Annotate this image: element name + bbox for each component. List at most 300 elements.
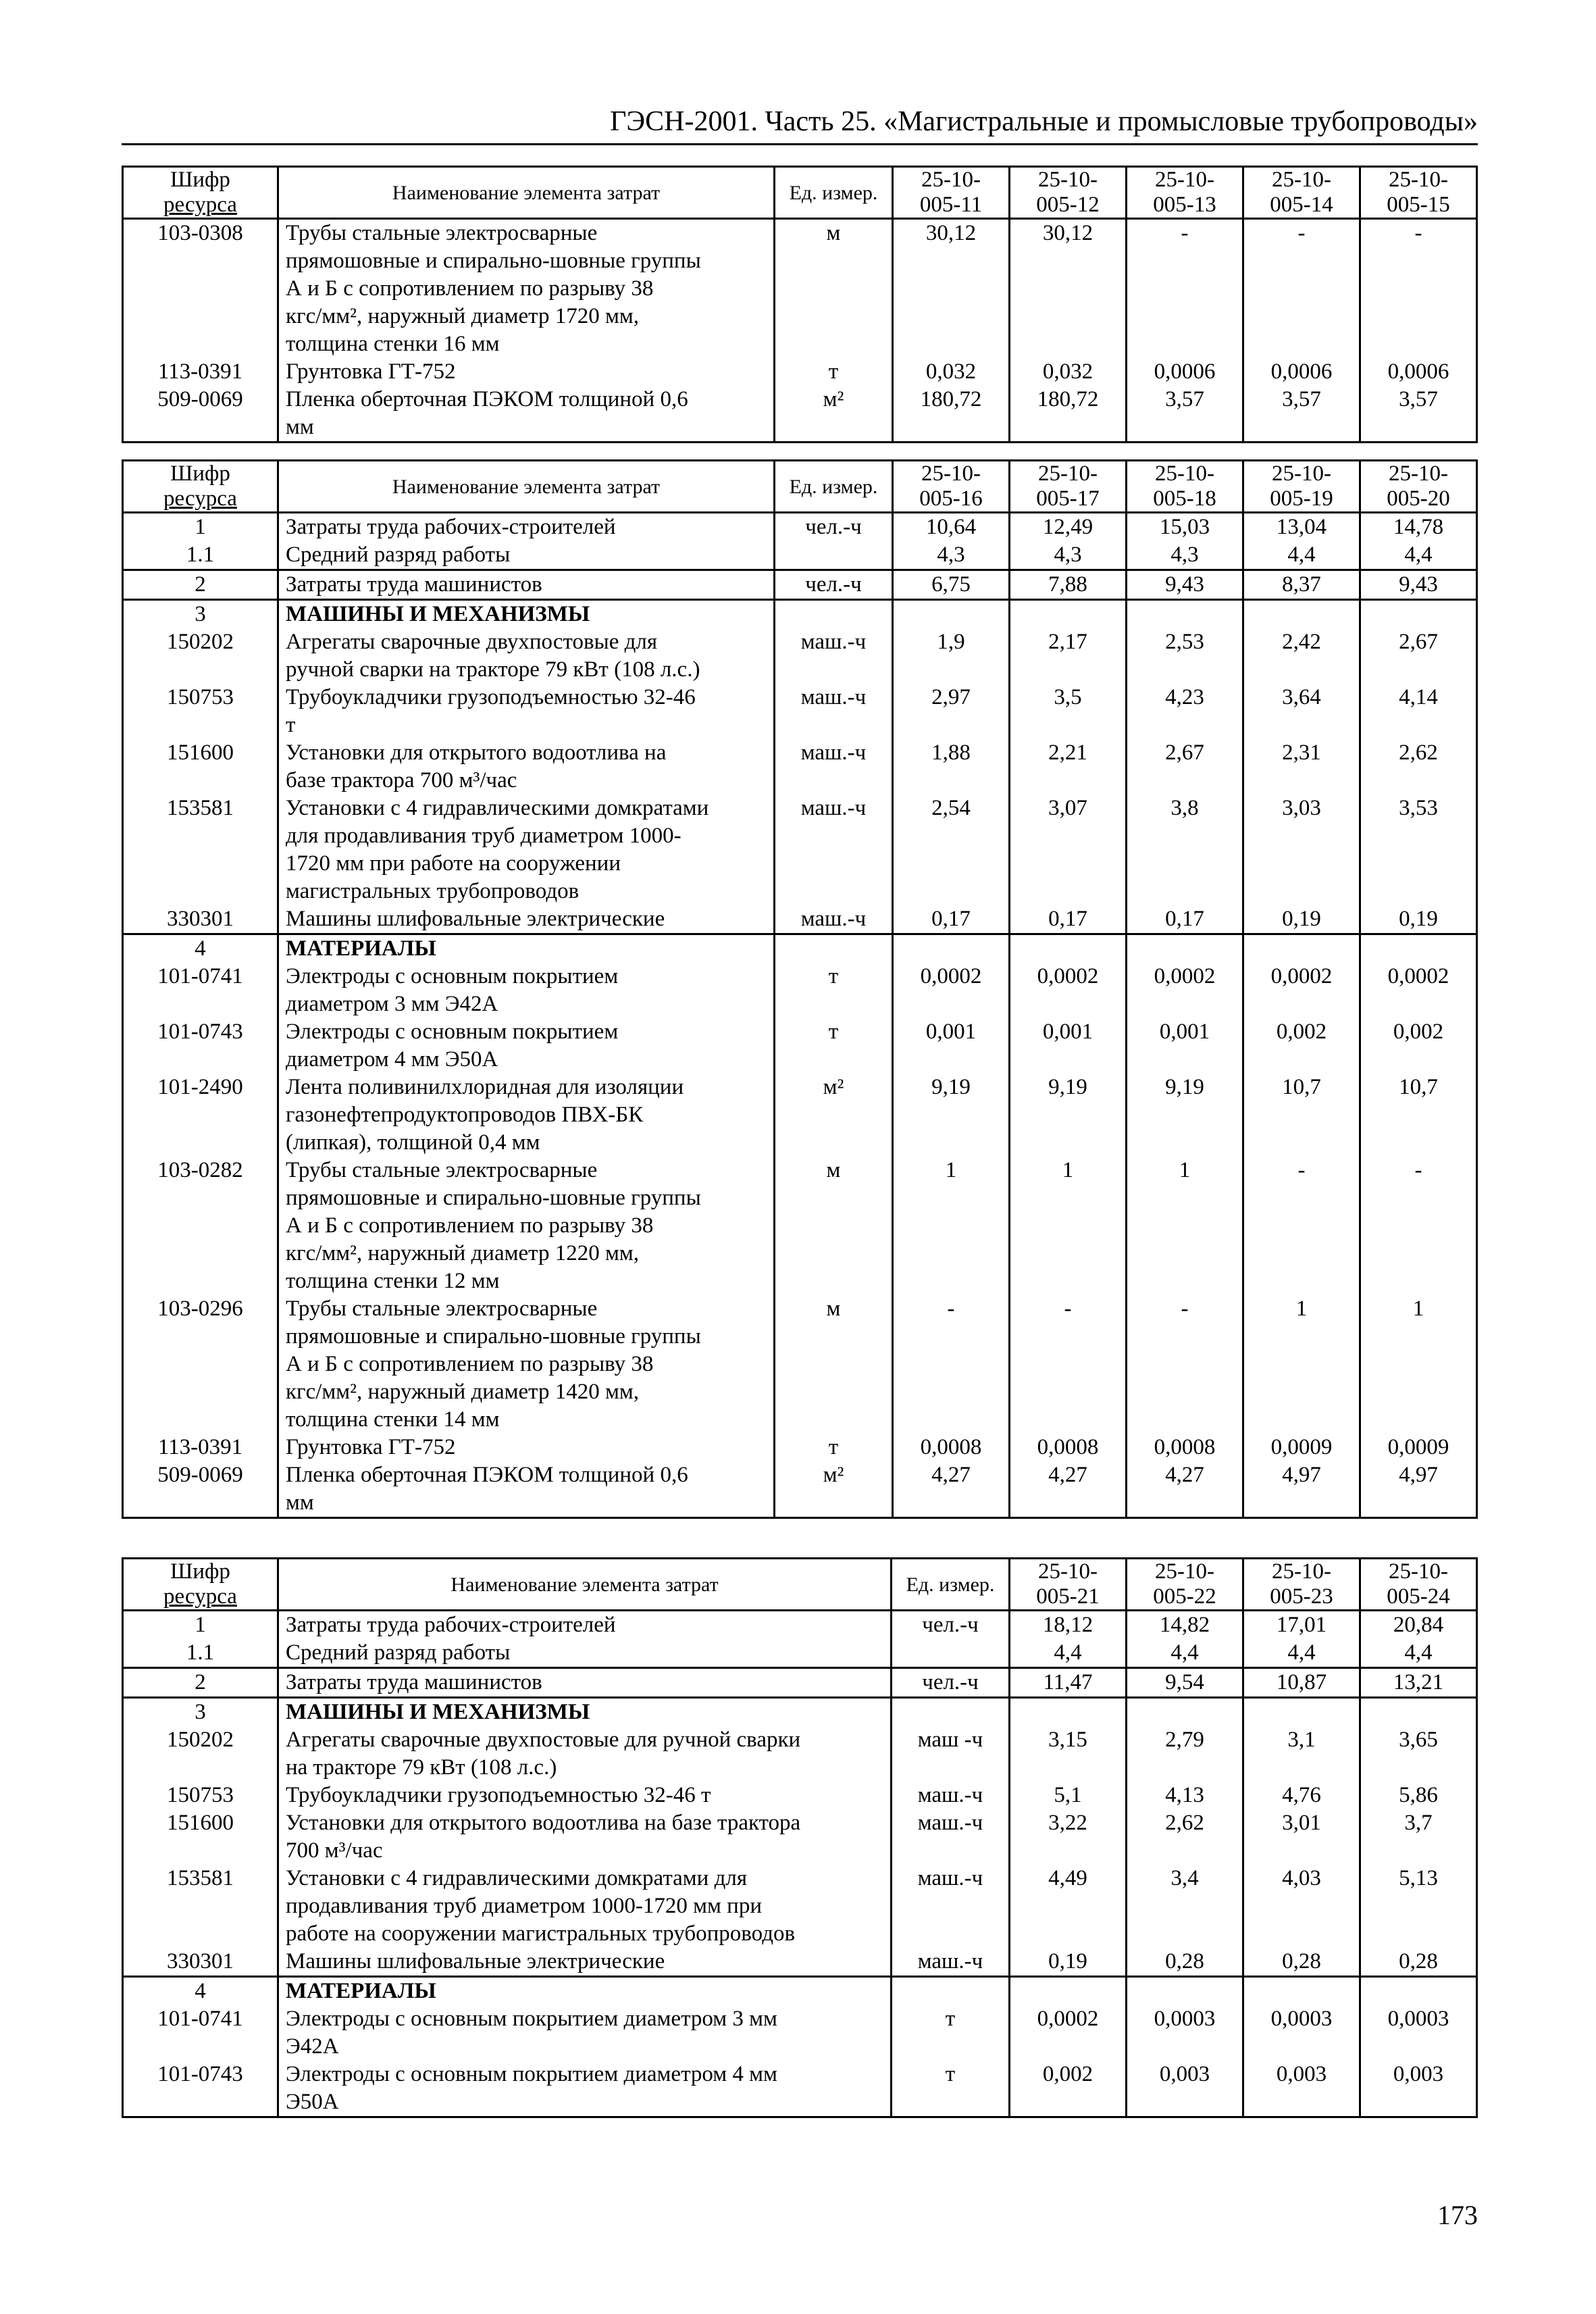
resource-table-3 (122, 1557, 1478, 2118)
header-resource-code (123, 167, 278, 219)
resource-code: 101-0743 (123, 1018, 278, 1074)
norm-value: 4,14 (1360, 684, 1477, 739)
norm-value: 11,47 (1010, 1668, 1127, 1698)
text-line: Трубоукладчики грузоподъемностью 32-46 т (286, 1783, 711, 1807)
text-line: Грунтовка ГТ-752 (286, 359, 456, 384)
norm-value: 4,97 (1243, 1461, 1360, 1518)
header-norm-code (1360, 167, 1477, 219)
norm-value: 1,88 (893, 739, 1010, 795)
text-line: 25-10- (921, 168, 981, 192)
header-norm-code (893, 461, 1010, 513)
norm-value: 6,75 (893, 570, 1010, 600)
header-rule (122, 143, 1478, 145)
table-row (123, 934, 1477, 963)
unit-of-measure: т (892, 2061, 1010, 2117)
text-line: Установки с 4 гидравлическими домкратами (286, 796, 709, 820)
cost-element-name (278, 1698, 892, 1727)
resource-code: 103-0308 (123, 219, 278, 359)
norm-value: 0,17 (1010, 905, 1127, 934)
cost-element-name (278, 1809, 892, 1865)
text-line: 005-24 (1387, 1584, 1450, 1609)
norm-value: 13,04 (1243, 513, 1360, 542)
cost-element-name (278, 934, 775, 963)
unit-of-measure: маш.-ч (775, 628, 893, 684)
norm-value: 4,76 (1243, 1782, 1360, 1809)
text-line: Затраты труда машинистов (286, 572, 542, 597)
norm-value: 4,03 (1243, 1865, 1360, 1948)
norm-value: 0,002 (1243, 1018, 1360, 1074)
norm-value: 10,87 (1243, 1668, 1360, 1698)
cost-element-name (278, 628, 775, 684)
resource-code: 150202 (123, 1726, 278, 1782)
norm-value: 2,21 (1010, 739, 1127, 795)
resource-code: 4 (123, 934, 278, 963)
resource-code: 509-0069 (123, 386, 278, 443)
norm-value: 0,0008 (1010, 1434, 1127, 1461)
cost-element-name (278, 2061, 892, 2117)
text-line: работе на сооружении магистральных трубопроводов (286, 1921, 796, 1946)
cost-element-name (278, 684, 775, 739)
text-line: Машины шлифовальные электрические (286, 907, 665, 931)
norm-value: 10,7 (1243, 1074, 1360, 1157)
text-line: Лента поливинилхлоридная для изоляции (286, 1075, 684, 1099)
norm-value: 0,0002 (1243, 963, 1360, 1018)
table-row (123, 513, 1477, 542)
cost-element-name (278, 1948, 892, 1977)
norm-value: 4,27 (893, 1461, 1010, 1518)
text-line: Пленка оберточная ПЭКОМ толщиной 0,6 (286, 1463, 688, 1487)
norm-value (1127, 1977, 1243, 2006)
header-norm-code (1360, 1559, 1477, 1611)
text-line: А и Б с сопротивлением по разрыву 38 (286, 276, 654, 301)
norm-value: 1 (893, 1157, 1010, 1295)
norm-value: 2,79 (1127, 1726, 1243, 1782)
cost-element-name (278, 570, 775, 600)
norm-value: 14,78 (1360, 513, 1477, 542)
unit-of-measure (775, 934, 893, 963)
cost-element-name (278, 1461, 775, 1518)
norm-value: 5,13 (1360, 1865, 1477, 1948)
cost-element-name (278, 1611, 892, 1640)
cost-element-name (278, 1726, 892, 1782)
norm-value: 0,0002 (893, 963, 1010, 1018)
norm-value: - (1127, 219, 1243, 359)
unit-of-measure (892, 1698, 1010, 1727)
text-line: кгс/мм², наружный диаметр 1720 мм, (286, 304, 639, 328)
norm-value (1360, 1977, 1477, 2006)
text-line: толщина стенки 12 мм (286, 1269, 500, 1293)
norm-value: 0,28 (1243, 1948, 1360, 1977)
text-line: кгс/мм², наружный диаметр 1420 мм, (286, 1380, 639, 1404)
norm-value: 0,19 (1360, 905, 1477, 934)
cost-element-name (278, 541, 775, 570)
text-line: продавливания труб диаметром 1000-1720 мм при (286, 1894, 762, 1918)
resource-code: 113-0391 (123, 1434, 278, 1461)
header-norm-code (1243, 1559, 1360, 1611)
table-row (123, 1726, 1477, 1782)
text-line: 25-10- (1038, 461, 1098, 486)
table-row (123, 1977, 1477, 2006)
header-norm-code (1010, 461, 1127, 513)
norm-value: 3,07 (1010, 795, 1127, 905)
norm-value (1243, 1698, 1360, 1727)
text-line: Э42А (286, 2034, 339, 2059)
norm-value: 3,1 (1243, 1726, 1360, 1782)
resource-code: 4 (123, 1977, 278, 2006)
norm-value: 2,97 (893, 684, 1010, 739)
norm-value: 18,12 (1010, 1611, 1127, 1640)
text-line: толщина стенки 16 мм (286, 332, 500, 356)
norm-value: 3,64 (1243, 684, 1360, 739)
cost-element-name (278, 1782, 892, 1809)
table-row (123, 963, 1477, 1018)
text-line: 005-22 (1153, 1584, 1216, 1609)
text-line: 005-23 (1270, 1584, 1333, 1609)
norm-value: 12,49 (1010, 513, 1127, 542)
unit-of-measure: маш.-ч (775, 905, 893, 934)
unit-of-measure: маш.-ч (775, 795, 893, 905)
norm-value: 0,001 (893, 1018, 1010, 1074)
resource-code: 1 (123, 513, 278, 542)
norm-value: 0,28 (1127, 1948, 1243, 1977)
unit-of-measure: м (775, 1157, 893, 1295)
header-cost-element-name: Наименование элемента затрат (278, 461, 775, 513)
norm-value (1360, 934, 1477, 963)
unit-of-measure: т (775, 1434, 893, 1461)
table-header-row (123, 167, 1477, 219)
norm-value: 0,17 (1127, 905, 1243, 934)
text-line: МАТЕРИАЛЫ (286, 936, 436, 961)
norm-value: 9,19 (1127, 1074, 1243, 1157)
text-line: 25-10- (1038, 168, 1098, 192)
table-row (123, 358, 1477, 386)
text-line: Затраты труда рабочих-строителей (286, 1613, 616, 1637)
text-line: 005-11 (919, 193, 983, 217)
text-line: мм (286, 415, 314, 439)
header-unit: Ед. измер. (892, 1559, 1010, 1611)
header-norm-code (1360, 461, 1477, 513)
norm-value: 3,57 (1360, 386, 1477, 443)
header-resource-code (123, 1559, 278, 1611)
text-line: МАТЕРИАЛЫ (286, 1979, 436, 2003)
norm-value: 9,54 (1127, 1668, 1243, 1698)
resource-code: 2 (123, 570, 278, 600)
text-line: 25-10- (1155, 168, 1214, 192)
cost-element-name (278, 600, 775, 629)
norm-value: 2,17 (1010, 628, 1127, 684)
header-norm-code (1243, 167, 1360, 219)
table-row (123, 541, 1477, 570)
norm-value: 3,57 (1243, 386, 1360, 443)
cost-element-name (278, 1295, 775, 1434)
norm-value: 15,03 (1127, 513, 1243, 542)
norm-value: 2,67 (1360, 628, 1477, 684)
unit-of-measure (892, 1639, 1010, 1668)
table-row (123, 795, 1477, 905)
norm-value: 13,21 (1360, 1668, 1477, 1698)
text-line: 005-13 (1153, 193, 1216, 217)
norm-value: 4,4 (1127, 1639, 1243, 1668)
cost-element-name (278, 1018, 775, 1074)
norm-value: 9,43 (1127, 570, 1243, 600)
norm-value: 20,84 (1360, 1611, 1477, 1640)
text-line: ресурса (163, 193, 237, 217)
norm-value: - (1360, 1157, 1477, 1295)
header-unit: Ед. измер. (775, 461, 893, 513)
norm-value: 0,032 (893, 358, 1010, 386)
resource-table-2 (122, 459, 1478, 1519)
text-line: 005-21 (1036, 1584, 1100, 1609)
unit-of-measure (775, 541, 893, 570)
header-norm-code (893, 167, 1010, 219)
unit-of-measure: м² (775, 386, 893, 443)
header-norm-code (1010, 167, 1127, 219)
norm-value: 0,001 (1127, 1018, 1243, 1074)
text-line: 005-16 (919, 486, 983, 511)
text-line: Трубы стальные электросварные (286, 1158, 598, 1182)
text-line: т (286, 713, 296, 737)
header-cost-element-name: Наименование элемента затрат (278, 1559, 892, 1611)
norm-value: 4,4 (1243, 541, 1360, 570)
text-line: Установки с 4 гидравлическими домкратами для (286, 1866, 748, 1890)
text-line: магистральных трубопроводов (286, 879, 580, 903)
norm-value (1360, 1698, 1477, 1727)
cost-element-name (278, 386, 775, 443)
text-line: МАШИНЫ И МЕХАНИЗМЫ (286, 602, 590, 626)
text-line: Трубы стальные электросварные (286, 1297, 598, 1321)
norm-value: 3,5 (1010, 684, 1127, 739)
cost-element-name (278, 1157, 775, 1295)
unit-of-measure: маш -ч (892, 1726, 1010, 1782)
text-line: Трубоукладчики грузоподъемностью 32-46 (286, 685, 696, 709)
table-row (123, 1018, 1477, 1074)
text-line: 25-10- (1155, 461, 1214, 486)
header-norm-code (1243, 461, 1360, 513)
text-line: А и Б с сопротивлением по разрыву 38 (286, 1352, 654, 1376)
text-line: толщина стенки 14 мм (286, 1407, 500, 1432)
norm-value: 3,8 (1127, 795, 1243, 905)
text-line: кгс/мм², наружный диаметр 1220 мм, (286, 1241, 639, 1265)
unit-of-measure (892, 1977, 1010, 2006)
norm-value (1243, 934, 1360, 963)
norm-value: 1 (1127, 1157, 1243, 1295)
unit-of-measure: т (775, 358, 893, 386)
table-row (123, 1611, 1477, 1640)
text-line: Средний разряд работы (286, 1640, 511, 1665)
norm-value: 0,0006 (1127, 358, 1243, 386)
norm-value: 0,0008 (1127, 1434, 1243, 1461)
cost-element-name (278, 905, 775, 934)
norm-value: 0,19 (1243, 905, 1360, 934)
norm-value: 0,0003 (1360, 2005, 1477, 2061)
text-line: 25-10- (1272, 1559, 1331, 1584)
text-line: Грунтовка ГТ-752 (286, 1435, 456, 1459)
norm-value: 3,65 (1360, 1726, 1477, 1782)
norm-value: 0,003 (1127, 2061, 1243, 2117)
resource-code: 103-0282 (123, 1157, 278, 1295)
text-line: Шифр (170, 1559, 230, 1584)
text-line: Затраты труда машинистов (286, 1670, 542, 1694)
text-line: 1720 мм при работе на сооружении (286, 851, 621, 876)
text-line: Затраты труда рабочих-строителей (286, 515, 616, 539)
cost-element-name (278, 513, 775, 542)
resource-code: 330301 (123, 1948, 278, 1977)
resource-code: 101-2490 (123, 1074, 278, 1157)
table-header-row (123, 1559, 1477, 1611)
table-row (123, 219, 1477, 359)
unit-of-measure: м (775, 219, 893, 359)
resource-code: 153581 (123, 1865, 278, 1948)
text-line: 005-15 (1387, 193, 1450, 217)
norm-value: - (1360, 219, 1477, 359)
text-line: 005-14 (1270, 193, 1333, 217)
norm-value: 4,23 (1127, 684, 1243, 739)
text-line: Электроды с основным покрытием диаметром 3 мм (286, 2007, 777, 2031)
norm-value: 0,002 (1010, 2061, 1127, 2117)
text-line: Электроды с основным покрытием (286, 964, 619, 988)
norm-value: 4,4 (1243, 1639, 1360, 1668)
norm-value: 0,28 (1360, 1948, 1477, 1977)
page-number: 173 (1437, 2200, 1478, 2230)
text-line: 005-19 (1270, 486, 1333, 511)
norm-value: 9,19 (893, 1074, 1010, 1157)
table-row (123, 628, 1477, 684)
unit-of-measure: чел.-ч (892, 1668, 1010, 1698)
unit-of-measure: т (775, 1018, 893, 1074)
norm-value: 0,001 (1010, 1018, 1127, 1074)
header-norm-code (1010, 1559, 1127, 1611)
table-row (123, 1809, 1477, 1865)
norm-value: 0,0002 (1127, 963, 1243, 1018)
norm-value: 8,37 (1243, 570, 1360, 600)
norm-value: 2,31 (1243, 739, 1360, 795)
table-row (123, 570, 1477, 600)
resource-code: 101-0741 (123, 2005, 278, 2061)
resource-code: 151600 (123, 739, 278, 795)
norm-value: 17,01 (1243, 1611, 1360, 1640)
resource-code: 101-0741 (123, 963, 278, 1018)
unit-of-measure: чел.-ч (892, 1611, 1010, 1640)
norm-value: 180,72 (893, 386, 1010, 443)
norm-value: 3,4 (1127, 1865, 1243, 1948)
text-line: прямошовные и спирально-шовные группы (286, 1324, 701, 1349)
resource-table-1 (122, 166, 1478, 443)
norm-value (1010, 1698, 1127, 1727)
header-norm-code (1127, 461, 1243, 513)
norm-value: 1 (1010, 1157, 1127, 1295)
table-row (123, 1461, 1477, 1518)
text-line: Машины шлифовальные электрические (286, 1949, 665, 1973)
cost-element-name (278, 963, 775, 1018)
norm-value: - (1010, 1295, 1127, 1434)
table-row (123, 600, 1477, 629)
norm-value: 4,3 (1127, 541, 1243, 570)
norm-value: 3,01 (1243, 1809, 1360, 1865)
text-line: 25-10- (1389, 461, 1448, 486)
cost-element-name (278, 2005, 892, 2061)
cost-element-name (278, 1074, 775, 1157)
resource-code: 1.1 (123, 1639, 278, 1668)
norm-value: 0,19 (1010, 1948, 1127, 1977)
cost-element-name (278, 1668, 892, 1698)
norm-value: - (1243, 219, 1360, 359)
text-line: мм (286, 1490, 314, 1515)
norm-value: 7,88 (1010, 570, 1127, 600)
norm-value: - (893, 1295, 1010, 1434)
cost-element-name (278, 1977, 892, 2006)
text-line: ресурса (163, 1584, 237, 1609)
resource-code: 103-0296 (123, 1295, 278, 1434)
resource-code: 151600 (123, 1809, 278, 1865)
norm-value: 0,0003 (1243, 2005, 1360, 2061)
text-line: А и Б с сопротивлением по разрыву 38 (286, 1213, 654, 1238)
text-line: Э50А (286, 2090, 339, 2114)
text-line: 25-10- (1155, 1559, 1214, 1584)
norm-value: 0,0006 (1360, 358, 1477, 386)
unit-of-measure: т (775, 963, 893, 1018)
text-line: газонефтепродуктопроводов ПВХ-БК (286, 1103, 644, 1127)
text-line: Трубы стальные электросварные (286, 221, 598, 245)
norm-value: 4,4 (1360, 541, 1477, 570)
table-row (123, 1074, 1477, 1157)
norm-value: 1,9 (893, 628, 1010, 684)
resource-code: 330301 (123, 905, 278, 934)
text-line: Установки для открытого водоотлива на базе трактора (286, 1811, 801, 1835)
norm-value: 0,0002 (1360, 963, 1477, 1018)
header-resource-code (123, 461, 278, 513)
norm-value: 0,0003 (1127, 2005, 1243, 2061)
norm-value (1243, 600, 1360, 629)
unit-of-measure: м² (775, 1074, 893, 1157)
resource-code: 509-0069 (123, 1461, 278, 1518)
norm-value (1127, 1698, 1243, 1727)
table-row (123, 1698, 1477, 1727)
unit-of-measure (775, 600, 893, 629)
cost-element-name (278, 1639, 892, 1668)
norm-value: 30,12 (893, 219, 1010, 359)
norm-value (1010, 1977, 1127, 2006)
norm-value: 14,82 (1127, 1611, 1243, 1640)
table-row (123, 1434, 1477, 1461)
norm-value: 4,49 (1010, 1865, 1127, 1948)
norm-value: 4,3 (1010, 541, 1127, 570)
header-cost-element-name: Наименование элемента затрат (278, 167, 775, 219)
table-row (123, 386, 1477, 443)
norm-value: 4,3 (893, 541, 1010, 570)
table-row (123, 1639, 1477, 1668)
resource-code: 3 (123, 600, 278, 629)
cost-element-name (278, 1434, 775, 1461)
norm-value (1360, 600, 1477, 629)
text-line: 005-12 (1036, 193, 1100, 217)
text-line: 25-10- (1389, 1559, 1448, 1584)
norm-value: 0,17 (893, 905, 1010, 934)
header-norm-code (1127, 1559, 1243, 1611)
norm-value: 1 (1360, 1295, 1477, 1434)
resource-code: 150753 (123, 1782, 278, 1809)
unit-of-measure: чел.-ч (775, 570, 893, 600)
norm-value (1127, 934, 1243, 963)
cost-element-name (278, 219, 775, 359)
table-row (123, 905, 1477, 934)
running-header: ГЭСН-2001. Часть 25. «Магистральные и промысловые трубопроводы» (610, 106, 1478, 137)
text-line: Установки для открытого водоотлива на (286, 740, 667, 765)
norm-value: 0,032 (1010, 358, 1127, 386)
unit-of-measure: м (775, 1295, 893, 1434)
text-line: 25-10- (1272, 461, 1331, 486)
table-row (123, 1782, 1477, 1809)
text-line: 005-17 (1036, 486, 1100, 511)
